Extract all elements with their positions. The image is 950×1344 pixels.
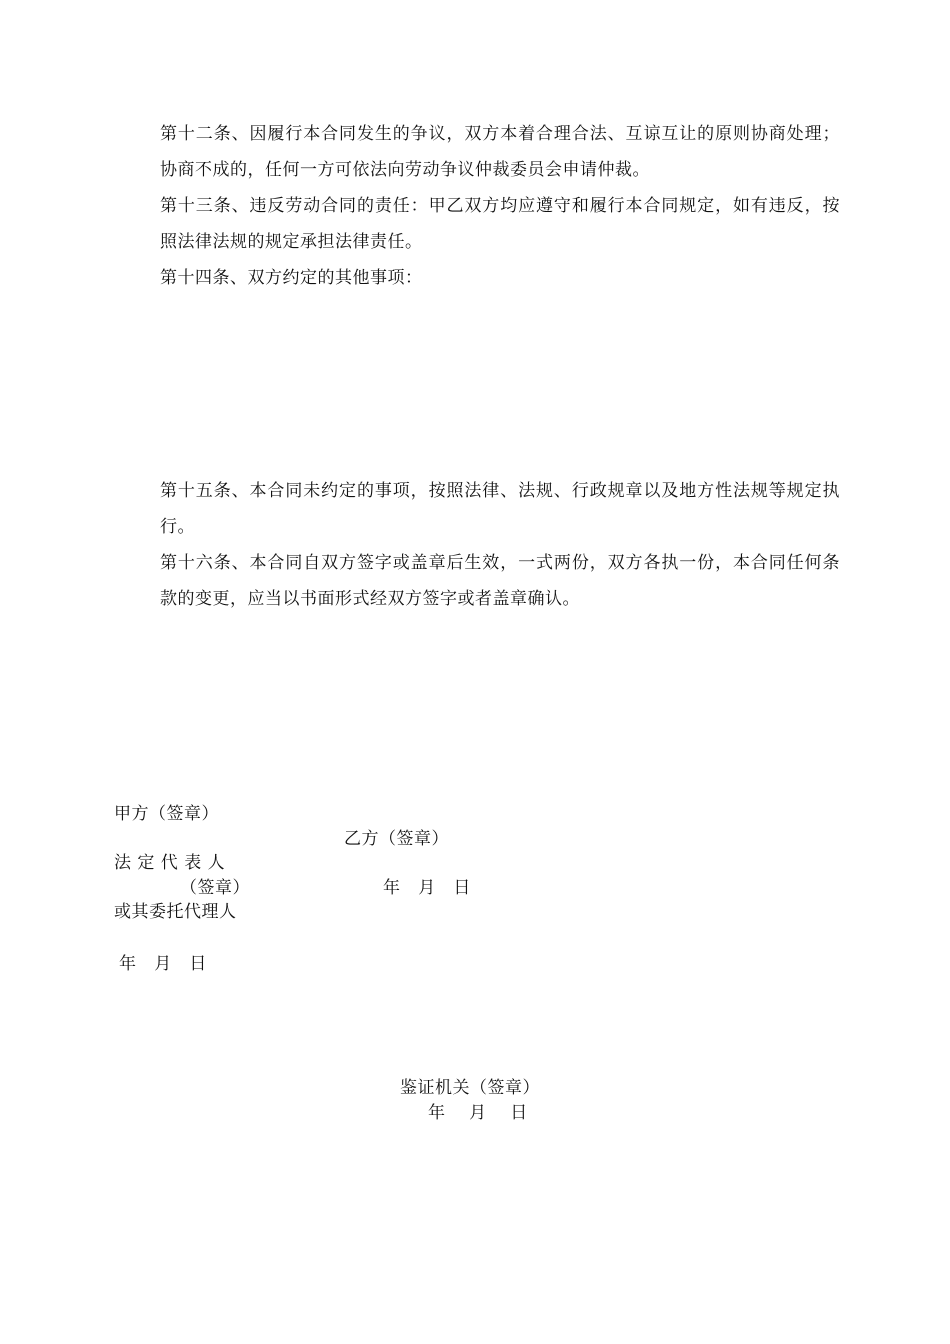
clause-12: 第十二条、因履行本合同发生的争议，双方本着合理合法、互谅互让的原则协商处理；协商不成的，任何一方可依法向劳动争议仲裁委员会申请仲裁。	[160, 124, 840, 180]
legal-representative-label: 法 定 代 表 人	[114, 853, 226, 873]
party-b-signature-label: 乙方（签章）	[344, 829, 449, 849]
clause-14: 第十四条、双方约定的其他事项：	[160, 268, 423, 288]
party-a-signature-label: 甲方（签章）	[114, 804, 219, 824]
certification-authority-date: 年 月 日	[428, 1103, 528, 1123]
clause-16: 第十六条、本合同自双方签字或盖章后生效，一式两份，双方各执一份，本合同任何条款的变更，应当以书面形式经双方签字或者盖章确认。	[160, 553, 840, 609]
clause-15: 第十五条、本合同未约定的事项，按照法律、法规、行政规章以及地方性法规等规定执行。	[160, 481, 840, 537]
authorized-agent-label: 或其委托代理人	[114, 902, 237, 922]
certification-authority-label: 鉴证机关（签章）	[400, 1078, 540, 1098]
party-a-date: 年 月 日	[119, 954, 207, 974]
clause-13: 第十三条、违反劳动合同的责任：甲乙双方均应遵守和履行本合同规定，如有违反，按照法律法规的规定承担法律责任。	[160, 196, 840, 252]
party-b-date: 年 月 日	[383, 878, 471, 898]
party-a-seal-label: （签章）	[180, 878, 250, 898]
